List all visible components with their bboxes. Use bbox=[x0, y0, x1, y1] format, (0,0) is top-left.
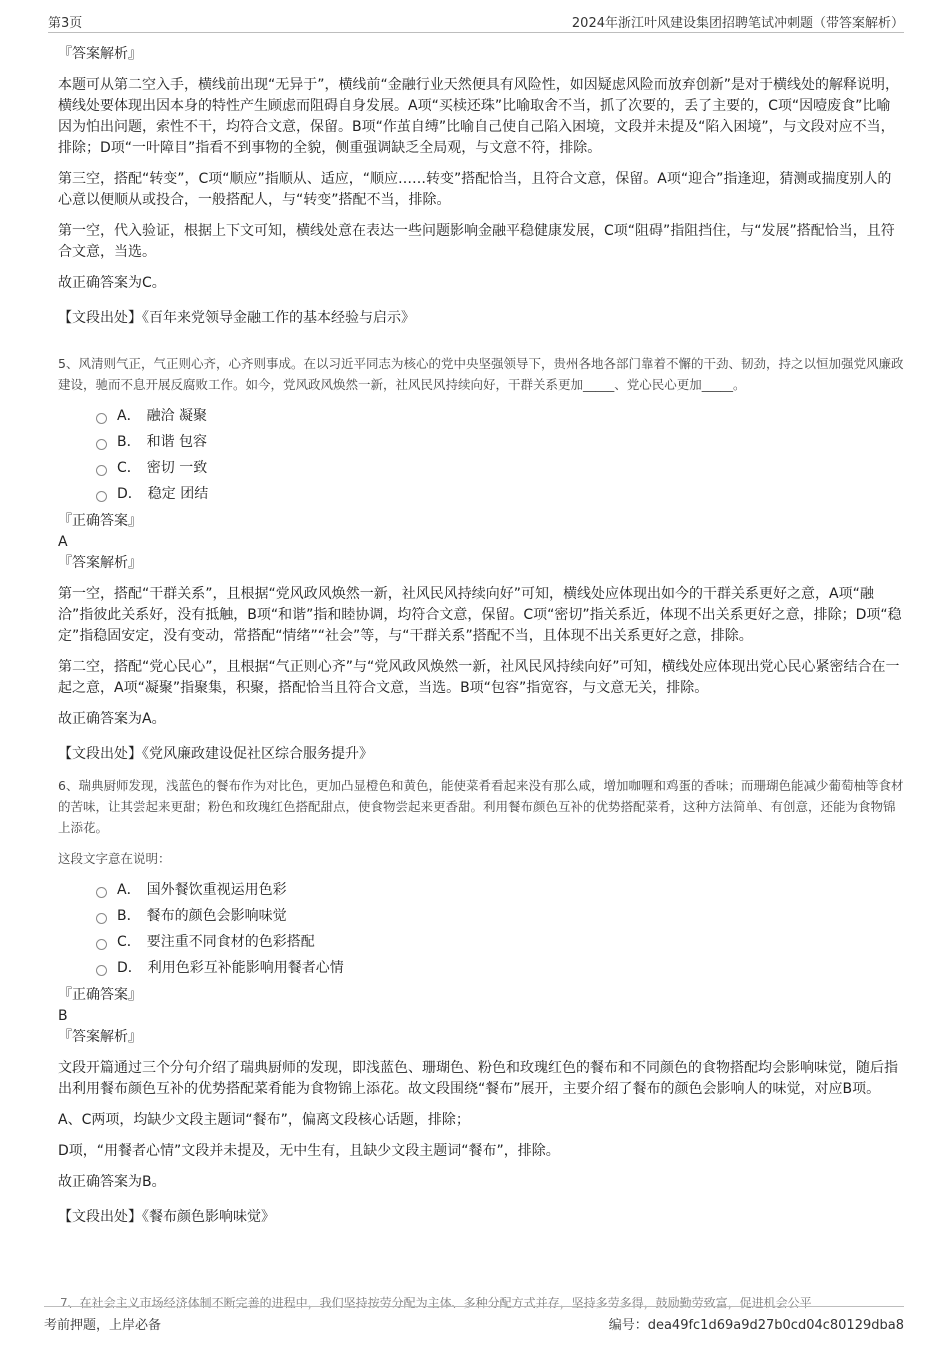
q5-analysis-paragraph-1: 第一空，搭配“干群关系”，且根据“党风政风焕然一新，社风民风持续向好”可知，横线处应体现出如今的干群关系更好之意，A项“融洽”指彼此关系好，没有抵触，B项“和谐”指和睦协调，均符合文意，保留。C项“密切”指关系近，体现不出关系更好之意，排除；D项“稳定”指稳固安定，没有变动，常搭配“情绪”“社会”等，与“干群关系”搭配不当，且体现不出关系更好之意，排除。 bbox=[58, 586, 902, 644]
q5-analysis-label: 『答案解析』 bbox=[58, 555, 142, 571]
q4-source: 【文段出处】《百年来党领导金融工作的基本经验与启示》 bbox=[58, 310, 415, 326]
q5-blank-1: _____ bbox=[583, 377, 615, 392]
q6-analysis-paragraph-1: 文段开篇通过三个分句介绍了瑞典厨师的发现，即浅蓝色、珊瑚色、粉色和玫瑰红色的餐布和不同颜色的食物搭配均会影响味觉，随后指出利用餐布颜色互补的优势搭配菜肴能为食物锦上添花。故文段围绕“餐布”展开，主要介绍了餐布的颜色会影响人的味觉，对应B项。 bbox=[58, 1060, 898, 1097]
q5-option-a[interactable]: A． 融洽 凝聚 bbox=[96, 403, 904, 429]
q6-options bbox=[96, 877, 904, 981]
radio-icon[interactable] bbox=[96, 439, 107, 450]
q6-analysis-paragraph-2: A、C两项，均缺少文段主题词“餐布”，偏离文段核心话题，排除； bbox=[58, 1112, 470, 1128]
page-footer bbox=[44, 1306, 904, 1333]
q5-analysis-paragraph-2: 第二空，搭配“党心民心”，且根据“气正则心齐”与“党风政风焕然一新，社风民风持续向好”可知，横线处应体现出党心民心紧密结合在一起之意，A项“凝聚”指聚集，积聚，搭配恰当且符合文意，当选。B项“包容”指宽容，与文意无关，排除。 bbox=[58, 659, 900, 696]
page-number: 第3页 bbox=[48, 16, 83, 31]
footer-slogan: 考前押题，上岸必备 bbox=[44, 1318, 162, 1333]
q6-option-d[interactable]: D． 利用色彩互补能影响用餐者心情 bbox=[96, 955, 904, 981]
radio-icon[interactable] bbox=[96, 887, 107, 898]
q5-blank-2: _____ bbox=[701, 377, 734, 392]
q5-question: 5、风清则气正，气正则心齐，心齐则事成。在以习近平同志为核心的党中央坚强领导下，贵州各地各部门靠着不懈的干劲、韧劲，持之以恒加强党风廉政建设，驰而不息开展反腐败工作。如今，党风政风焕然一新，社风民风持续向好，干群关系更加_____、党心民心更加_____。 bbox=[58, 353, 904, 395]
q4-analysis-paragraph-2: 第三空，搭配“转变”，C项“顺应”指顺从、适应，“顺应……转变”搭配恰当，且符合文意，保留。A项“迎合”指逢迎，猜测或揣度别人的心意以便顺从或投合，一般搭配人，与“转变”搭配不当，排除。 bbox=[58, 171, 892, 208]
cutoff-next-question: 7、在社会主义市场经济体制不断完善的进程中，我们坚持按劳分配为主体、多种分配方式并存，坚持多劳多得，鼓励勤劳致富，促进机会公平 bbox=[60, 1296, 812, 1310]
radio-icon[interactable] bbox=[96, 413, 107, 424]
q5-source: 【文段出处】《党风廉政建设促社区综合服务提升》 bbox=[58, 746, 373, 762]
page-content bbox=[58, 44, 904, 1228]
q6-option-c[interactable]: C． 要注重不同食材的色彩搭配 bbox=[96, 929, 904, 955]
radio-icon[interactable] bbox=[96, 939, 107, 950]
q5-option-b[interactable]: B． 和谐 包容 bbox=[96, 429, 904, 455]
q6-question: 6、瑞典厨师发现，浅蓝色的餐布作为对比色，更加凸显橙色和黄色，能使菜肴看起来没有那么咸，增加咖喱和鸡蛋的香味；而珊瑚色能减少葡萄柚等食材的苦味，让其尝起来更甜；粉色和玫瑰红色搭配甜点，使食物尝起来更香甜。利用餐布颜色互补的优势搭配菜肴，这种方法简单、有创意，还能为食物锦上添花。 bbox=[58, 778, 904, 835]
q5-option-c[interactable]: C． 密切 一致 bbox=[96, 455, 904, 481]
page-header bbox=[48, 10, 904, 33]
radio-icon[interactable] bbox=[96, 913, 107, 924]
q6-analysis-paragraph-3: D项，“用餐者心情”文段并未提及，无中生有，且缺少文段主题词“餐布”，排除。 bbox=[58, 1143, 560, 1159]
footer-code: 编号：dea49fc1d69a9d27b0cd04c80129dba8 bbox=[608, 1318, 904, 1333]
q5-correct-answer: A bbox=[58, 534, 68, 550]
q6-option-b[interactable]: B． 餐布的颜色会影响味觉 bbox=[96, 903, 904, 929]
q4-analysis-paragraph-1: 本题可从第二空入手，横线前出现“无异于”，横线前“金融行业天然便具有风险性，如因疑虑风险而放弃创新”是对于横线处的解释说明，横线处要体现出因本身的特性产生顾虑而阻碍自身发展。A项“买椟还珠”比喻取舍不当，抓了次要的，丢了主要的，C项“因噎废食”比喻因为怕出问题，索性不干，均符合文意，保留。B项“作茧自缚”比喻自己使自己陷入困境，文段并未提及“陷入困境”，与文段对应不当，排除；D项“一叶障目”指看不到事物的全貌，侧重强调缺乏全局观，与文意不符，排除。 bbox=[58, 77, 900, 156]
q6-analysis-label: 『答案解析』 bbox=[58, 1029, 142, 1045]
q5-option-d[interactable]: D． 稳定 团结 bbox=[96, 481, 904, 507]
radio-icon[interactable] bbox=[96, 965, 107, 976]
radio-icon[interactable] bbox=[96, 465, 107, 476]
q6-prompt: 这段文字意在说明： bbox=[58, 851, 171, 866]
q6-source: 【文段出处】《餐布颜色影响味觉》 bbox=[58, 1209, 275, 1225]
q6-correct-answer: B bbox=[58, 1008, 68, 1024]
document-title: 2024年浙江叶风建设集团招聘笔试冲刺题（带答案解析） bbox=[571, 16, 904, 31]
q4-analysis-paragraph-3: 第一空，代入验证，根据上下文可知，横线处意在表达一些问题影响金融平稳健康发展，C项“阻碍”指阻挡住，与“发展”搭配恰当，且符合文意，当选。 bbox=[58, 223, 895, 260]
q6-option-a[interactable]: A． 国外餐饮重视运用色彩 bbox=[96, 877, 904, 903]
q5-correct-label: 『正确答案』 bbox=[58, 513, 142, 529]
radio-icon[interactable] bbox=[96, 491, 107, 502]
q6-correct-label: 『正确答案』 bbox=[58, 987, 142, 1003]
q4-analysis-label: 『答案解析』 bbox=[58, 46, 142, 62]
q5-options bbox=[96, 403, 904, 507]
q5-conclusion: 故正确答案为A。 bbox=[58, 711, 166, 727]
q4-conclusion: 故正确答案为C。 bbox=[58, 275, 166, 291]
q6-conclusion: 故正确答案为B。 bbox=[58, 1174, 166, 1190]
